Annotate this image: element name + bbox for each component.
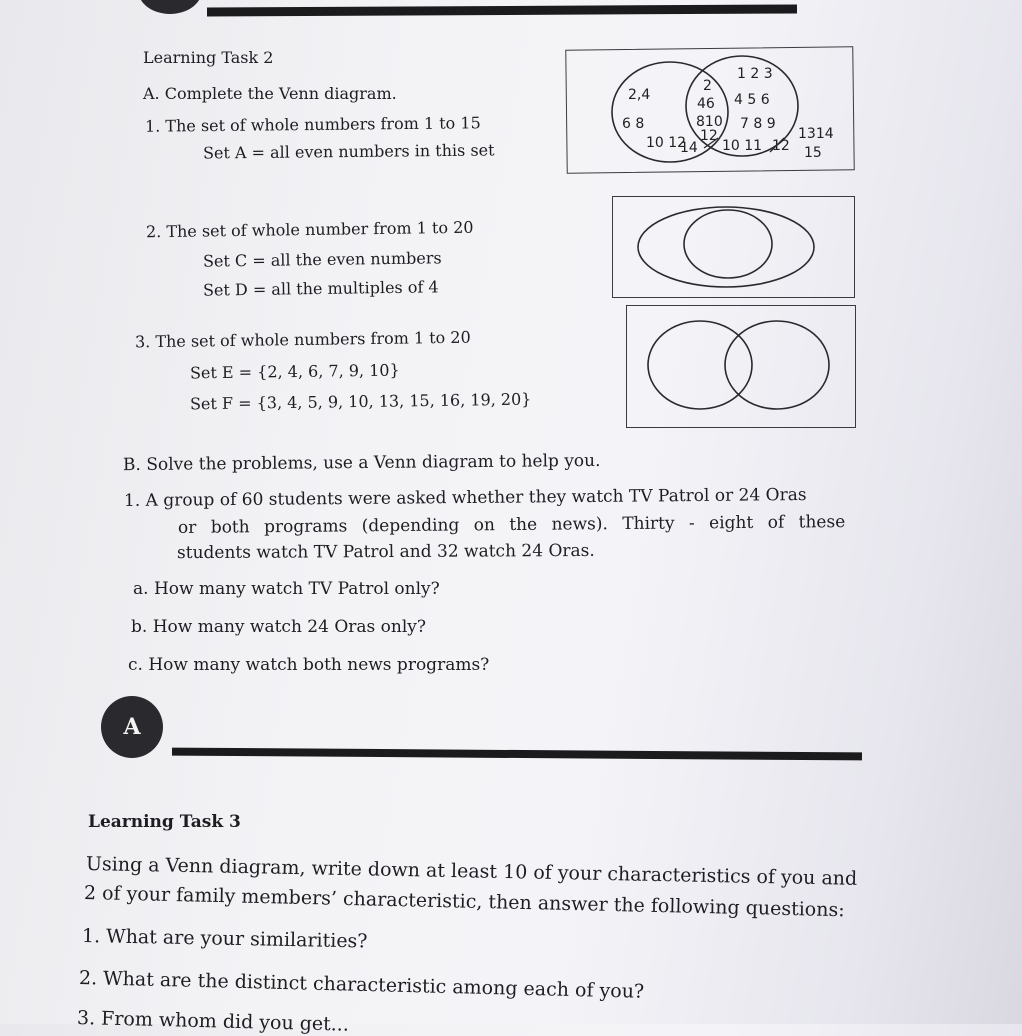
venn-3-circles — [648, 321, 829, 409]
hw-overlap-3: 810 — [696, 114, 723, 130]
hw-overlap-2: 46 — [697, 96, 715, 112]
hw-left-2: 6 8 — [622, 116, 645, 132]
problem-line2: or both programs (depending on the news). Thirty - eight of these — [177, 512, 846, 538]
item2-line2: Set C = all the even numbers — [202, 248, 442, 271]
item3-line3: Set F = {3, 4, 5, 9, 10, 13, 15, 16, 19, 20} — [189, 389, 532, 414]
problem-line3: students watch TV Patrol and 32 watch 24 Oras. — [176, 540, 595, 564]
task3-question-2: 2. What are the distinct characteristic among each of you? — [78, 967, 645, 1003]
task3-title: Learning Task 3 — [88, 812, 241, 832]
item1-line2: Set A = all even numbers in this set — [202, 140, 495, 163]
section-a-heading: A. Complete the Venn diagram. — [143, 84, 397, 103]
problem-line1: 1. A group of 60 students were asked whether they watch TV Patrol or 24 Oras — [123, 485, 807, 511]
section-b-heading: B. Solve the problems, use a Venn diagram to help you. — [122, 450, 601, 476]
venn-3-circle-left — [648, 321, 752, 409]
venn-3-circle-right — [725, 321, 829, 409]
item2-line1: 2. The set of whole number from 1 to 20 — [145, 217, 474, 242]
task2-title: Learning Task 2 — [143, 48, 274, 67]
item2-line3: Set D = all the multiples of 4 — [202, 277, 439, 300]
task3-intro-line2: 2 of your family members’ characteristic, then answer the following questions: — [83, 882, 845, 922]
item3-line1: 3. The set of whole numbers from 1 to 20 — [134, 327, 471, 352]
hw-scribble: 12 — [772, 138, 790, 154]
task3-question-1: 1. What are your similarities? — [81, 925, 368, 953]
hw-left-1: 2,4 — [628, 87, 651, 103]
venn-2-circle-inner — [684, 210, 772, 278]
hw-overlap-1: 2 — [703, 78, 712, 94]
question-c: c. How many watch both news programs? — [128, 655, 490, 675]
task3-intro-line1: Using a Venn diagram, write down at least 10 of your characteristics of you and — [85, 853, 858, 890]
item3-line2: Set E = {2, 4, 6, 7, 9, 10} — [189, 360, 400, 383]
hw-right-3: 7 8 9 — [740, 116, 776, 132]
hw-outside-1: 1314 — [798, 126, 834, 142]
item1-line1: 1. The set of whole numbers from 1 to 15 — [144, 113, 481, 136]
hw-right-1: 1 2 3 — [737, 66, 773, 82]
hw-left-3: 10 12 — [646, 135, 687, 151]
question-b: b. How many watch 24 Oras only? — [131, 617, 427, 637]
venn-2-circles — [638, 207, 814, 287]
hw-outside-2: 15 — [804, 145, 822, 161]
venn-2-circle-outer — [638, 207, 814, 287]
section-badge: A — [101, 696, 163, 758]
task3-question-3: 3. From whom did you get... — [76, 1007, 350, 1036]
hw-overlap-4: 12 — [700, 128, 718, 144]
hw-right-4: 10 11 — [722, 138, 763, 154]
question-a: a. How many watch TV Patrol only? — [133, 579, 440, 599]
hw-right-2: 4 5 6 — [734, 92, 770, 108]
hw-overlap-5: 14 — [680, 140, 698, 156]
